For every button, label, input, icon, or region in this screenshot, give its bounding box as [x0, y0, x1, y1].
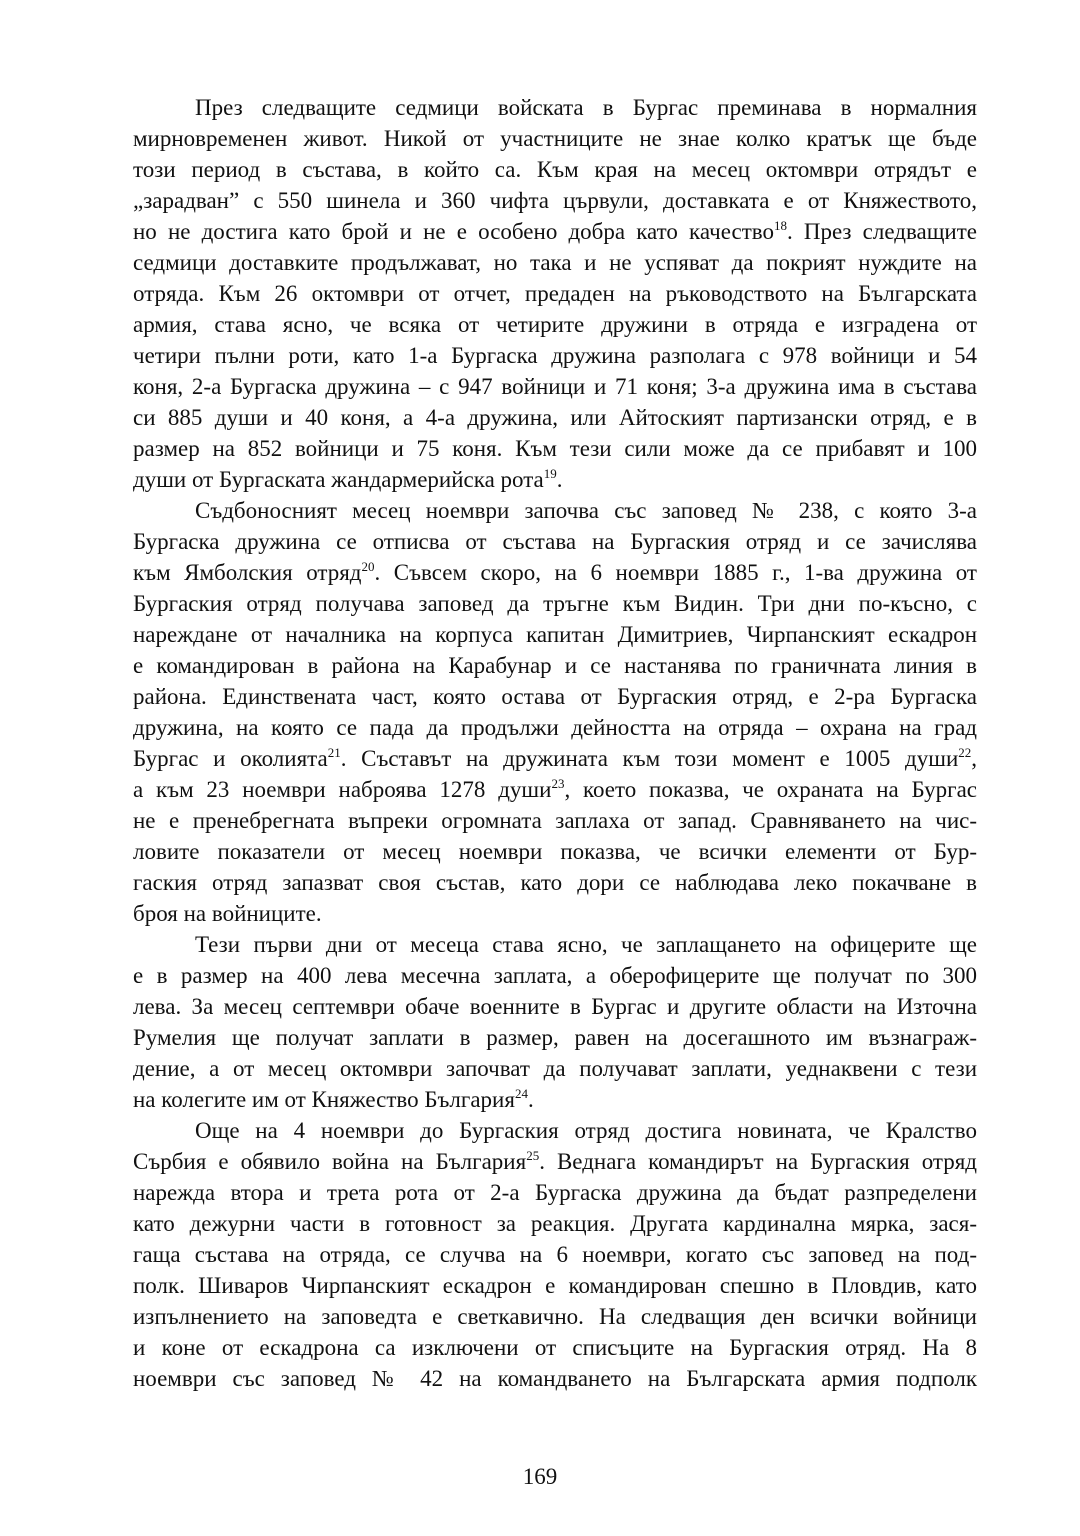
text-segment: . Съставът на дружината към този момент е 1005 души: [340, 746, 959, 771]
text-line: [133, 712, 977, 743]
text-segment: . Съвсем скоро, на 6 ноември 1885 г., 1-ва дружина от: [374, 560, 977, 585]
text-line: [133, 123, 977, 154]
text-line: [133, 557, 977, 588]
text-segment: Бургас и околията: [133, 746, 328, 771]
paragraph: [133, 92, 977, 495]
footnote-reference: 21: [327, 745, 341, 760]
text-segment: През следващите седмици войската в Бургас преминава в нормалния: [195, 95, 977, 120]
text-line: [133, 1022, 977, 1053]
text-segment: този период в състава, в който са. Към края на месец октомври отрядът е: [133, 157, 977, 182]
text-segment: армия, става ясно, че всяка от четирите дружини в отряда е изградена от: [133, 312, 977, 337]
text-line: [133, 247, 977, 278]
text-segment: Румелия ще получат заплати в размер, равен на досегашното им възнаграж-: [133, 1025, 977, 1050]
text-segment: района. Единствената част, която остава от Бургаския отряд, е 2-ра Бургаска: [133, 684, 977, 709]
text-line: [133, 278, 977, 309]
footnote-reference: 19: [543, 466, 557, 481]
document-body: [133, 92, 977, 1394]
text-segment: но не достига като брой и не е особено добра като качество: [133, 219, 774, 244]
footnote-reference: 24: [514, 1086, 528, 1101]
text-segment: дение, а от месец октомври започват да получават заплати, уеднаквени с тези: [133, 1056, 977, 1081]
text-line: [133, 1084, 977, 1115]
text-line: [133, 1363, 977, 1394]
text-segment: Още на 4 ноември до Бургаския отряд достига новината, че Кралство: [195, 1118, 977, 1143]
footnote-reference: 18: [773, 218, 787, 233]
text-segment: е командирован в района на Карабунар и се настанява по граничната линия в: [133, 653, 977, 678]
text-line: [133, 619, 977, 650]
text-segment: четири пълни роти, като 1-а Бургаска дружина разполага с 978 войници и 54: [133, 343, 977, 368]
text-line: [133, 681, 977, 712]
text-line: [133, 836, 977, 867]
text-segment: ноември със заповед № 42 на командването на Българската армия подполк: [133, 1366, 977, 1391]
text-line: [133, 1115, 977, 1146]
text-segment: броя на войниците.: [133, 901, 322, 926]
text-line: [133, 960, 977, 991]
text-segment: Сърбия е обявило война на България: [133, 1149, 527, 1174]
text-segment: полк. Шиваров Чирпанският ескадрон е командирован спешно в Пловдив, като: [133, 1273, 977, 1298]
text-line: [133, 588, 977, 619]
text-line: [133, 309, 977, 340]
footnote-reference: 25: [526, 1148, 540, 1163]
text-line: [133, 526, 977, 557]
text-segment: Тези първи дни от месеца става ясно, че заплащането на офицерите ще: [195, 932, 977, 957]
text-segment: седмици доставките продължават, но така и не успяват да покрият нуждите на: [133, 250, 977, 275]
text-segment: е в размер на 400 лева месечна заплата, а оберофицерите ще получат по 300: [133, 963, 977, 988]
text-segment: нареждане от началника на корпуса капитан Димитриев, Чирпанският ескадрон: [133, 622, 977, 647]
text-segment: . През следващите: [786, 219, 977, 244]
text-segment: гаския отряд запазват своя състав, като дори се наблюдава леко покачване в: [133, 870, 977, 895]
text-segment: души от Бургаската жандармерийска рота: [133, 467, 544, 492]
text-segment: изпълнението на заповедта е светкавично. На следващия ден всички войници: [133, 1304, 977, 1329]
text-line: [133, 743, 977, 774]
text-line: [133, 929, 977, 960]
text-line: [133, 495, 977, 526]
text-line: [133, 898, 977, 929]
text-segment: дружина, на която се пада да продължи дейността на отряда – охрана на град: [133, 715, 977, 740]
paragraph: [133, 1115, 977, 1394]
paragraph: [133, 495, 977, 929]
text-segment: отряда. Към 26 октомври от отчет, предаден на ръководството на Българската: [133, 281, 977, 306]
text-line: [133, 991, 977, 1022]
page-number: 169: [522, 1464, 558, 1489]
text-segment: Бургаска дружина се отписва от състава на Бургаския отряд и се зачислява: [133, 529, 977, 554]
text-line: [133, 1332, 977, 1363]
text-line: [133, 402, 977, 433]
text-segment: ловите показатели от месец ноември показва, че всички елементи от Бур-: [133, 839, 977, 864]
footnote-reference: 22: [958, 745, 972, 760]
text-line: [133, 1146, 977, 1177]
text-segment: не е пренебрегната въпреки огромната заплаха от запад. Сравняването на чис-: [133, 808, 977, 833]
text-line: [133, 464, 977, 495]
text-line: [133, 433, 977, 464]
text-line: [133, 805, 977, 836]
text-segment: а към 23 ноември наброява 1278 души: [133, 777, 552, 802]
text-segment: .: [527, 1087, 534, 1112]
paragraph: [133, 929, 977, 1115]
text-segment: като дежурни части в готовност за реакция. Другата кардинална мярка, зася-: [133, 1211, 977, 1236]
text-line: [133, 340, 977, 371]
text-line: [133, 154, 977, 185]
text-line: [133, 371, 977, 402]
footnote-reference: 23: [551, 776, 565, 791]
footnote-reference: 20: [361, 559, 375, 574]
text-line: [133, 650, 977, 681]
text-segment: и коне от ескадрона са изключени от списъците на Бургаския отряд. На 8: [133, 1335, 977, 1360]
text-segment: ,: [971, 746, 977, 771]
text-line: [133, 1301, 977, 1332]
text-line: [133, 1177, 977, 1208]
text-segment: Съдбоносният месец ноември започва със заповед № 238, с която 3-а: [195, 498, 977, 523]
text-segment: коня, 2-а Бургаска дружина – с 947 войници и 71 коня; 3-а дружина има в състава: [133, 374, 977, 399]
text-segment: „зарадван” с 550 шинела и 360 чифта цървули, доставката е от Княжеството,: [133, 188, 977, 213]
text-segment: мирновременен живот. Никой от участниците не знае колко кратък ще бъде: [133, 126, 977, 151]
text-segment: , което показва, че охраната на Бургас: [564, 777, 977, 802]
text-line: [133, 1270, 977, 1301]
text-segment: си 885 души и 40 коня, а 4-а дружина, или Айтоският партизански отряд, е в: [133, 405, 977, 430]
text-segment: лева. За месец септември обаче военните в Бургас и другите области на Източна: [133, 994, 977, 1019]
text-line: [133, 774, 977, 805]
text-segment: размер на 852 войници и 75 коня. Към тези сили може да се прибавят и 100: [133, 436, 977, 461]
text-line: [133, 92, 977, 123]
text-line: [133, 1239, 977, 1270]
text-line: [133, 867, 977, 898]
text-segment: на колегите им от Княжество България: [133, 1087, 515, 1112]
text-segment: гаща състава на отряда, се случва на 6 ноември, когато със заповед на под-: [133, 1242, 977, 1267]
text-line: [133, 1208, 977, 1239]
text-segment: .: [556, 467, 563, 492]
text-line: [133, 1053, 977, 1084]
text-line: [133, 185, 977, 216]
text-line: [133, 216, 977, 247]
text-segment: . Веднага командирът на Бургаския отряд: [539, 1149, 977, 1174]
text-segment: към Ямболския отряд: [133, 560, 362, 585]
text-segment: нарежда втора и трета рота от 2-а Бургаска дружина да бъдат разпределени: [133, 1180, 977, 1205]
text-segment: Бургаския отряд получава заповед да тръгне към Видин. Три дни по-късно, с: [133, 591, 977, 616]
